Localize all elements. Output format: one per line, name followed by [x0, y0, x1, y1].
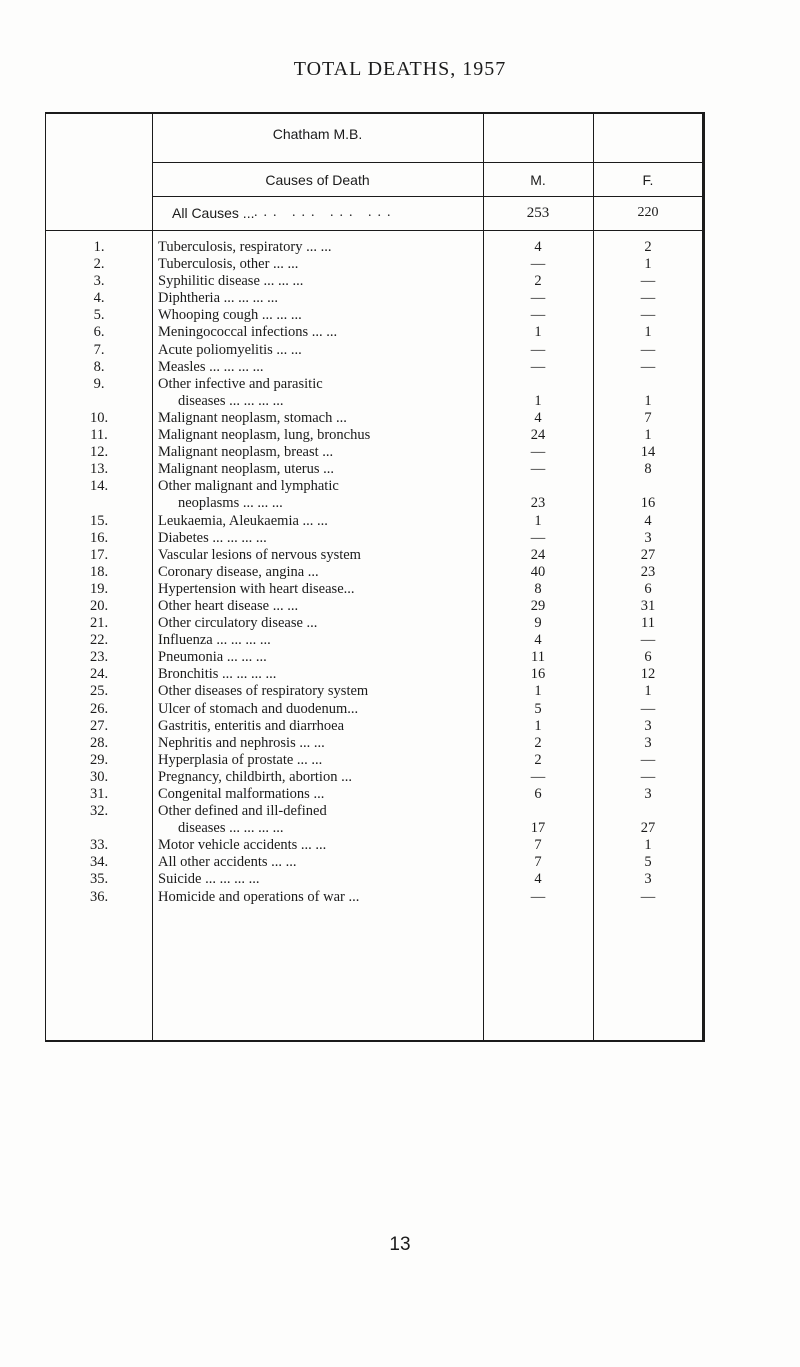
female-count: —	[640, 751, 656, 768]
row-number: 21.	[89, 615, 109, 632]
cause-line: Other diseases of respiratory system	[158, 683, 369, 700]
table-row	[46, 324, 706, 341]
cause-line: Other malignant and lymphatic	[158, 478, 339, 495]
cause-name	[158, 683, 476, 700]
female-count: —	[640, 888, 656, 905]
cause-name	[158, 444, 476, 461]
row-number: 12.	[89, 444, 109, 461]
cause-name	[158, 478, 476, 512]
cause-name	[158, 376, 476, 410]
male-count: —	[530, 290, 546, 307]
table-row	[46, 581, 706, 598]
male-count: —	[530, 768, 546, 785]
table-row	[46, 256, 706, 273]
female-count: 16	[640, 495, 656, 512]
table-row	[46, 444, 706, 461]
female-count: 6	[644, 580, 652, 597]
cause-name	[158, 871, 476, 888]
row-number: 16.	[89, 529, 109, 546]
cause-name	[158, 530, 476, 547]
row-number: 4.	[93, 290, 105, 307]
male-count: —	[530, 444, 546, 461]
row-number: 30.	[89, 768, 109, 785]
row-number: 19.	[89, 580, 109, 597]
male-count: —	[530, 358, 546, 375]
cause-name	[158, 273, 476, 290]
row-number: 2.	[93, 256, 105, 273]
cause-line: Diphtheria ... ... ... ...	[158, 290, 279, 307]
row-number: 1.	[93, 239, 105, 255]
male-header: M.	[530, 172, 546, 188]
cause-line: Whooping cough ... ... ...	[158, 307, 302, 324]
cause-line: Measles ... ... ... ...	[158, 358, 264, 375]
row-number: 28.	[89, 734, 109, 751]
authority-header: Chatham M.B.	[272, 126, 363, 142]
cause-line: Malignant neoplasm, stomach ...	[158, 409, 347, 426]
cause-line: Other circulatory disease ...	[158, 615, 318, 632]
table-row	[46, 889, 706, 906]
cause-line: Syphilitic disease ... ... ...	[158, 273, 304, 290]
male-count: 23	[530, 495, 546, 512]
all-causes-text: All Causes ...	[172, 205, 255, 221]
female-count: 3	[644, 529, 652, 546]
table-row	[46, 735, 706, 752]
female-count: 1	[644, 256, 652, 273]
cause-line: Leukaemia, Aleukaemia ... ...	[158, 512, 328, 529]
cause-name	[158, 256, 476, 273]
causes-header: Causes of Death	[265, 172, 370, 188]
table-row	[46, 239, 706, 256]
cause-line: Congenital malformations ...	[158, 786, 325, 802]
female-count: 1	[644, 427, 652, 444]
table-row	[46, 701, 706, 718]
header-divider	[46, 230, 702, 231]
female-count: —	[640, 341, 656, 358]
row-number: 34.	[89, 854, 109, 871]
female-count: —	[640, 290, 656, 307]
row-number: 31.	[89, 786, 109, 802]
row-number: 9.	[93, 375, 105, 392]
row-number: 33.	[89, 837, 109, 854]
cause-name	[158, 752, 476, 769]
male-count: 5	[534, 700, 542, 717]
table-row	[46, 769, 706, 786]
cause-line: Meningococcal infections ... ...	[158, 324, 338, 341]
female-count: 3	[644, 871, 652, 888]
cause-line: Pneumonia ... ... ...	[158, 649, 267, 666]
row-number: 11.	[90, 427, 108, 444]
all-causes-male: 253	[526, 205, 550, 221]
female-count: —	[640, 700, 656, 717]
cause-name	[158, 410, 476, 427]
male-count: 11	[531, 649, 545, 666]
female-header: F.	[642, 172, 654, 188]
female-count: 23	[640, 563, 656, 580]
table-row	[46, 786, 706, 803]
table-row	[46, 307, 706, 324]
male-count: 24	[530, 427, 546, 444]
row-number: 7.	[93, 341, 105, 358]
female-count: 27	[640, 820, 656, 837]
cause-line: Ulcer of stomach and duodenum...	[158, 700, 359, 717]
row-number: 13.	[89, 461, 109, 478]
cause-name	[158, 564, 476, 581]
cause-line: Gastritis, enteritis and diarrhoea	[158, 717, 345, 734]
cause-line: Acute poliomyelitis ... ...	[158, 341, 302, 358]
female-count: 27	[640, 546, 656, 563]
table-row	[46, 359, 706, 376]
cause-name	[158, 547, 476, 564]
female-count: 3	[644, 786, 652, 802]
cause-line: Hypertension with heart disease...	[158, 580, 355, 597]
table-row	[46, 718, 706, 735]
male-count: 1	[534, 717, 542, 734]
cause-name	[158, 803, 476, 837]
cause-line: Coronary disease, angina ...	[158, 563, 319, 580]
row-number: 36.	[89, 888, 109, 905]
male-count: 4	[534, 632, 542, 649]
row-number: 24.	[89, 666, 109, 683]
table-row	[46, 615, 706, 632]
row-number: 15.	[89, 512, 109, 529]
cause-name	[158, 598, 476, 615]
male-count: 7	[534, 854, 542, 871]
row-number: 25.	[89, 683, 109, 700]
cause-name	[158, 786, 476, 803]
cause-rows	[46, 239, 706, 906]
female-count: 1	[644, 683, 652, 700]
row-number: 18.	[89, 563, 109, 580]
male-count: 16	[530, 666, 546, 683]
cause-name	[158, 769, 476, 786]
cause-name	[158, 718, 476, 735]
cause-name	[158, 461, 476, 478]
row-number: 23.	[89, 649, 109, 666]
male-count: 17	[530, 820, 546, 837]
cause-name	[158, 735, 476, 752]
male-count: 8	[534, 580, 542, 597]
table-row	[46, 530, 706, 547]
cause-line: Pregnancy, childbirth, abortion ...	[158, 768, 352, 785]
male-count: 40	[530, 563, 546, 580]
cause-name	[158, 666, 476, 683]
female-count: 1	[644, 324, 652, 341]
table-row	[46, 342, 706, 359]
male-count: 4	[534, 409, 542, 426]
all-causes-label	[172, 205, 254, 221]
cause-name	[158, 427, 476, 444]
table-row	[46, 803, 706, 837]
cause-name	[158, 632, 476, 649]
female-count: —	[640, 768, 656, 785]
row-number: 35.	[89, 871, 109, 888]
male-count: 2	[534, 273, 542, 290]
female-count: 3	[644, 717, 652, 734]
cause-line: Other infective and parasitic	[158, 375, 323, 392]
page-number: 13	[389, 1234, 411, 1255]
cause-line: Malignant neoplasm, breast ...	[158, 444, 334, 461]
female-count: 2	[644, 239, 652, 255]
female-count: 1	[644, 837, 652, 854]
female-count: 31	[640, 597, 656, 614]
row-number: 5.	[93, 307, 105, 324]
female-count: 14	[640, 444, 656, 461]
row-number: 3.	[93, 273, 105, 290]
table-row	[46, 854, 706, 871]
male-count: 24	[530, 546, 546, 563]
cause-line: Diabetes ... ... ... ...	[158, 529, 267, 546]
cause-line: Hyperplasia of prostate ... ...	[158, 751, 323, 768]
cause-line: Influenza ... ... ... ...	[158, 632, 271, 649]
table-row	[46, 427, 706, 444]
male-count: 29	[530, 597, 546, 614]
cause-name	[158, 837, 476, 854]
female-count: —	[640, 358, 656, 375]
cause-name	[158, 649, 476, 666]
cause-line-continued: diseases ... ... ... ...	[178, 392, 284, 409]
cause-line: Other defined and ill-defined	[158, 803, 327, 820]
cause-name	[158, 854, 476, 871]
female-count: —	[640, 307, 656, 324]
page-title: TOTAL DEATHS, 1957	[293, 58, 507, 80]
male-count: —	[530, 529, 546, 546]
table-row	[46, 547, 706, 564]
cause-line: Tuberculosis, respiratory ... ...	[158, 239, 332, 255]
table-row	[46, 478, 706, 512]
female-count: 6	[644, 649, 652, 666]
table-row	[46, 666, 706, 683]
cause-line: Malignant neoplasm, uterus ...	[158, 461, 334, 478]
all-causes-female: 220	[637, 205, 659, 220]
row-number: 10.	[89, 409, 109, 426]
table-row	[46, 564, 706, 581]
cause-line: All other accidents ... ...	[158, 854, 297, 871]
male-count: 1	[534, 324, 542, 341]
male-count: —	[530, 256, 546, 273]
row-number: 8.	[93, 358, 105, 375]
cause-name	[158, 701, 476, 718]
row-number: 22.	[89, 632, 109, 649]
table-row	[46, 461, 706, 478]
female-count: 4	[644, 512, 652, 529]
female-count: 3	[644, 734, 652, 751]
cause-line: Nephritis and nephrosis ... ...	[158, 734, 325, 751]
female-count: 12	[640, 666, 656, 683]
male-count: 2	[534, 751, 542, 768]
male-count: 4	[534, 239, 542, 255]
cause-line: Other heart disease ... ...	[158, 597, 299, 614]
cause-line: Malignant neoplasm, lung, bronchus	[158, 427, 371, 444]
table-row	[46, 632, 706, 649]
row-number: 6.	[93, 324, 105, 341]
male-count: 7	[534, 837, 542, 854]
male-count: —	[530, 461, 546, 478]
male-count: —	[530, 341, 546, 358]
male-count: 1	[534, 392, 542, 409]
cause-name	[158, 239, 476, 256]
row-number: 20.	[89, 597, 109, 614]
female-count: 1	[644, 392, 652, 409]
row-number: 17.	[89, 546, 109, 563]
female-count: 8	[644, 461, 652, 478]
male-count: 1	[534, 512, 542, 529]
row-number: 32.	[89, 803, 109, 820]
deaths-table	[45, 112, 705, 1042]
table-row	[46, 683, 706, 700]
female-count: —	[640, 632, 656, 649]
table-row	[46, 598, 706, 615]
cause-line: Suicide ... ... ... ...	[158, 871, 260, 888]
cause-name	[158, 342, 476, 359]
male-count: —	[530, 888, 546, 905]
cause-line: Tuberculosis, other ... ...	[158, 256, 299, 273]
cause-name	[158, 889, 476, 906]
cause-line-continued: neoplasms ... ... ...	[178, 495, 283, 512]
table-row	[46, 837, 706, 854]
cause-line-continued: diseases ... ... ... ...	[178, 820, 284, 837]
cause-name	[158, 581, 476, 598]
cause-name	[158, 290, 476, 307]
male-count: 6	[534, 786, 542, 802]
female-count: 7	[644, 409, 652, 426]
row-number: 27.	[89, 717, 109, 734]
row-number: 26.	[89, 700, 109, 717]
female-count: 5	[644, 854, 652, 871]
all-causes-leaders: ... ... ... ...	[254, 205, 397, 220]
header-divider	[152, 196, 702, 197]
cause-name	[158, 324, 476, 341]
cause-line: Motor vehicle accidents ... ...	[158, 837, 327, 854]
header-divider	[152, 162, 702, 163]
male-count: —	[530, 307, 546, 324]
row-number: 29.	[89, 751, 109, 768]
table-row	[46, 871, 706, 888]
cause-line: Vascular lesions of nervous system	[158, 546, 361, 563]
male-count: 9	[534, 615, 542, 632]
table-row	[46, 752, 706, 769]
row-number: 14.	[89, 478, 109, 495]
table-row	[46, 410, 706, 427]
male-count: 1	[534, 683, 542, 700]
cause-name	[158, 513, 476, 530]
table-row	[46, 649, 706, 666]
cause-name	[158, 615, 476, 632]
female-count: —	[640, 273, 656, 290]
table-row	[46, 376, 706, 410]
male-count: 2	[534, 734, 542, 751]
table-row	[46, 273, 706, 290]
table-row	[46, 513, 706, 530]
cause-name	[158, 307, 476, 324]
male-count: 4	[534, 871, 542, 888]
cause-line: Bronchitis ... ... ... ...	[158, 666, 277, 683]
cause-line: Homicide and operations of war ...	[158, 888, 360, 905]
cause-name	[158, 359, 476, 376]
table-row	[46, 290, 706, 307]
female-count: 11	[641, 615, 655, 632]
